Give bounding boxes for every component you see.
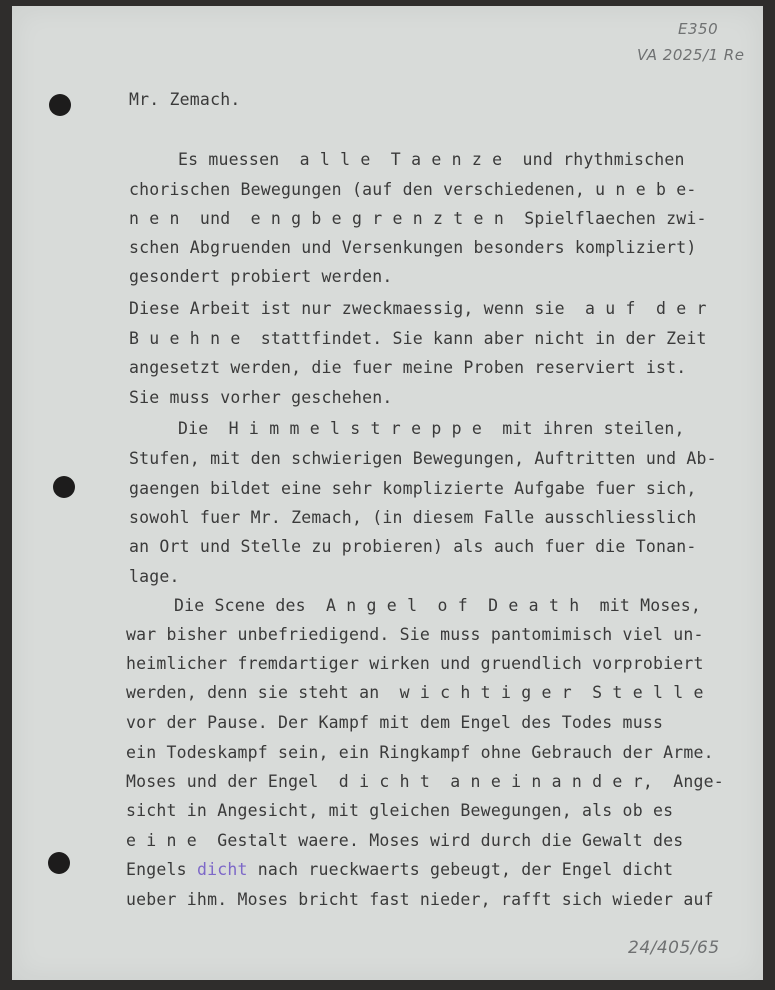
text-line: Moses und der Engel d i c h t a n e i n a n d e r, Ange-: [126, 772, 724, 791]
archive-annotation: E350: [678, 20, 719, 38]
punch-hole: [53, 476, 75, 498]
document-page: [12, 6, 763, 980]
text-line: Sie muss vorher geschehen.: [129, 388, 393, 407]
text-line: an Ort und Stelle zu probieren) als auch fuer die Tonan-: [129, 537, 697, 556]
text-line: ueber ihm. Moses bricht fast nieder, rafft sich wieder auf: [126, 890, 714, 909]
stamped-word: dicht: [196, 860, 248, 879]
text-line: Die Scene des A n g e l o f D e a t h mit Moses,: [174, 596, 701, 615]
text-line: ein Todeskampf sein, ein Ringkampf ohne Gebrauch der Arme.: [126, 743, 714, 762]
text-line: e i n e Gestalt waere. Moses wird durch die Gewalt des: [126, 831, 684, 850]
text-line: gaengen bildet eine sehr komplizierte Aufgabe fuer sich,: [129, 479, 697, 498]
salutation: Mr. Zemach.: [129, 90, 241, 109]
text-line: lage.: [129, 567, 180, 586]
text-line: chorischen Bewegungen (auf den verschiedenen, u n e b e-: [129, 180, 697, 199]
punch-hole: [49, 94, 71, 116]
archive-annotation: VA 2025/1 Re: [637, 46, 745, 64]
text-line: schen Abgruenden und Versenkungen besonders kompliziert): [129, 238, 697, 257]
text-segment: Engels: [126, 860, 197, 879]
text-line: Es muessen a l l e T a e n z e und rhythmischen: [178, 150, 685, 169]
text-line: angesetzt werden, die fuer meine Proben reserviert ist.: [129, 358, 687, 377]
text-line: sowohl fuer Mr. Zemach, (in diesem Falle ausschliesslich: [129, 508, 697, 527]
text-line: heimlicher fremdartiger wirken und gruendlich vorprobiert: [126, 654, 704, 673]
text-line: gesondert probiert werden.: [129, 267, 393, 286]
text-line: war bisher unbefriedigend. Sie muss pantomimisch viel un-: [126, 625, 704, 644]
text-line: B u e h n e stattfindet. Sie kann aber nicht in der Zeit: [129, 329, 707, 348]
text-line-with-stamp: [126, 860, 673, 879]
text-segment: nach rueckwaerts gebeugt, der Engel dicht: [247, 860, 674, 879]
text-line: Diese Arbeit ist nur zweckmaessig, wenn sie a u f d e r: [129, 299, 707, 318]
text-line: Stufen, mit den schwierigen Bewegungen, Auftritten und Ab-: [129, 449, 717, 468]
page-number-annotation: 24/405/65: [628, 938, 720, 958]
punch-hole: [48, 852, 70, 874]
text-line: n e n und e n g b e g r e n z t e n Spielflaechen zwi-: [129, 209, 707, 228]
text-line: vor der Pause. Der Kampf mit dem Engel des Todes muss: [126, 713, 664, 732]
text-line: sicht in Angesicht, mit gleichen Bewegungen, als ob es: [126, 801, 674, 820]
text-line: Die H i m m e l s t r e p p e mit ihren steilen,: [178, 419, 685, 438]
text-line: werden, denn sie steht an w i c h t i g e r S t e l l e: [126, 683, 704, 702]
